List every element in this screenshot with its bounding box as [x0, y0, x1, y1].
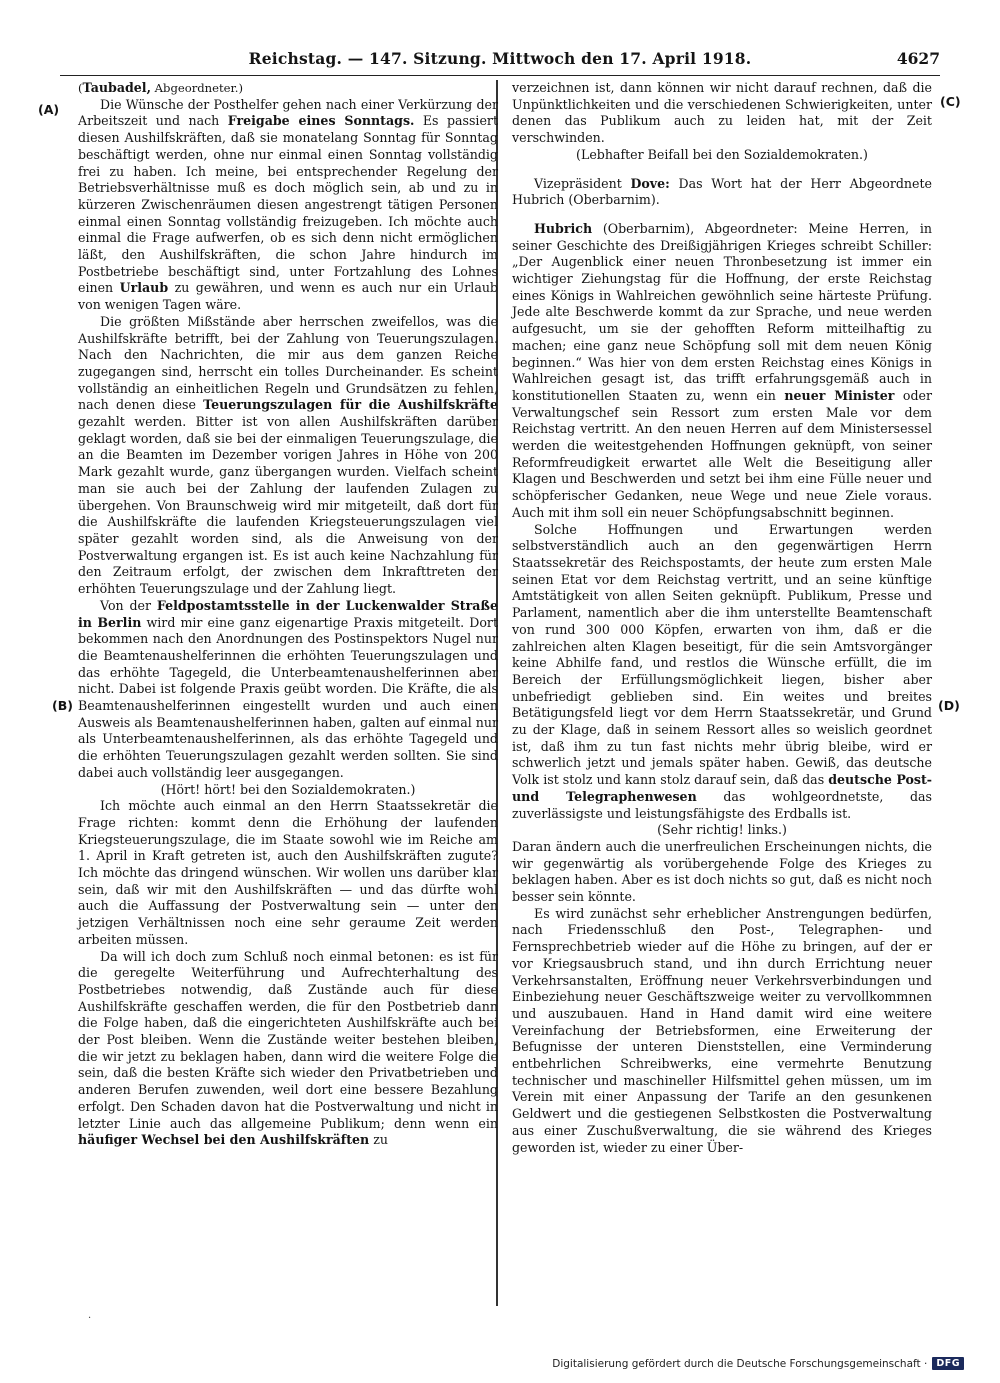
left-column [78, 80, 498, 1149]
paragraph: Die größten Mißstände aber herrschen zweifellos, was die Aushilfskräfte betrifft, bei der Zahlung von Teuerungszulagen. Nach den Nachrichten, die mir aus dem ganzen Reiche zugegangen sind, herrscht ein tolles Durcheinander. Es scheint vollständig an einheitlichen Regeln und Grundsätzen zu fehlen, nach denen diese Teuerungszulagen für die Aushilfskräfte gezahlt werden. Bitter ist von allen Aushilfskräften darüber geklagt worden, daß sie bei der einmaligen Teuerungszulage, die an die Beamten im Dezember vorigen Jahres in Höhe von 200 Mark gezahlt wurde, ganz übergangen wurden. Vielfach scheint man sie auch bei der Zahlung der laufenden Zulagen zu übergehen. Von Braunschweig wird mir mitgeteilt, daß dort für die Aushilfskräfte die laufenden Kriegsteuerungszulagen viel später gezahlt worden sind, als die Anweisung von der Postverwaltung ergangen ist. Es ist auch keine Nachzahlung für den Zeitraum erfolgt, der zwischen dem Inkrafttreten der erhöhten Teuerungszulage und der Zahlung liegt. [78, 313, 498, 597]
margin-marker-c: (C) [940, 94, 961, 109]
margin-marker-a: (A) [38, 102, 60, 117]
running-title: Reichstag. — 147. Sitzung. Mittwoch den 17. April 1918. [248, 49, 752, 68]
paragraph: Daran ändern auch die unerfreulichen Erscheinungen nichts, die wir gegenwärtig als vorübergehende Folge des Krieges zu beklagen haben. Aber es ist doch nichts so gut, daß es nicht noch besser sein könnte. [512, 838, 932, 905]
vice-president-remark: Vizepräsident Dove: Das Wort hat der Herr Abgeordnete Hubrich (Oberbarnim). [512, 175, 932, 208]
paragraph: Von der Feldpostamtsstelle in der Luckenwalder Straße in Berlin wird mir eine ganz eigenartige Praxis mitgeteilt. Dort bekommen nach den Anordnungen des Postinspektors Nugel nur die Beamtenaushelferinnen die erhöhten Teuerungszulagen und das erhöhte Tagegeld, die Unterbeamtenaushelferinnen aber nicht. Dabei ist folgende Praxis geübt worden. Die Kräfte, die als Beamtenaushelferinnen eingestellt wurden und auch einen Ausweis als Beamtenaushelferinnen haben, galten auf einmal nur als Unterbeamtenaushelferinnen, als das erhöhte Tagegeld und die erhöhten Teuerungszulagen gezahlt werden sollten. Sie sind dabei auch vollständig leer ausgegangen. [78, 597, 499, 780]
interjection: (Sehr richtig! links.) [657, 822, 787, 838]
paragraph: Solche Hoffnungen und Erwartungen werden selbstverständlich auch an den gegenwärtigen Herrn Staatssekretär des Reichspostamts, der heute zum ersten Male seinen Etat vor dem Reichstag vertritt, und an seine künftige Amtstätigkeit von allen Seiten geknüpft. Publikum, Presse und Parlament, namentlich aber die ihm unterstellte Beamtenschaft von rund 300 000 Köpfen, erwarten von ihm, daß er die zahlreichen alten Klagen beseitigt, für die sein Amtsvorgänger keine Abhilfe fand, und restlos die Wünsche erfüllt, die im Bereich der Erfüllungsmöglichkeit liegen, bisher aber unbefriedigt geblieben sind. Ein weites und breites Betätigungsfeld liegt vor dem Herrn Staatssekretär, und Grund zu der Klage, daß in seinem Ressort alles so weislich geordnet ist, daß ihm zu tun fast nichts mehr übrig bleibe, wird er schwerlich jetzt und jemals später haben. Gewiß, das deutsche Volk ist stolz und kann stolz darauf sein, daß das deutsche Post- und Telegraphenwesen das wohlgeordnetste, das zuverlässigste und leistungsfähigste des Erdballs ist. [512, 521, 933, 821]
margin-marker-b: (B) [52, 698, 73, 713]
right-column [512, 80, 932, 1156]
paragraph: Da will ich doch zum Schluß noch einmal betonen: es ist für die geregelte Weiterführung und Aufrechterhaltung des Postbetriebes notwendig, daß Zustände auch für diese Aushilfskräfte geschaffen werden, die für den Postbetrieb dann die Folge haben, daß die eingerichteten Aushilfskräfte auch bei der Post bleiben. Wenn die Zustände weiter bestehen bleiben, die wir jetzt zu beklagen haben, dann wird die weitere Folge die sein, daß die besten Kräfte sich wieder den Privatbetrieben und anderen Berufen zuwenden, weil dort eine bessere Bezahlung erfolgt. Den Schaden davon hat die Postverwaltung und nicht in letzter Linie auch das allgemeine Publikum; denn wenn ein häufiger Wechsel bei den Aushilfskräften zu [78, 948, 498, 1148]
paragraph: Die Wünsche der Posthelfer gehen nach einer Verkürzung der Arbeitszeit und nach Freigabe eines Sonntags. Es passiert diesen Aushilfskräften, daß sie monatelang Sonntag für Sonntag beschäftigt werden, ohne nur einmal einen Sonntag vollständig frei zu haben. Ich meine, bei entsprechender Regelung der Betriebsverhältnisse muß es doch möglich sein, ab und zu in kürzeren Zwischenräumen diesen angestrengt tätigen Personen einmal einen Sonntag vollständig freizugeben. Ich möchte auch einmal die Frage aufwerfen, ob es sich denn nicht ermöglichen läßt, den Aushilfskräften, die schon Jahre hindurch im Postbetriebe beschäftigt sind, unter Fortzahlung des Lohnes einen Urlaub zu gewähren, und wenn es auch nur ein Urlaub von wenigen Tagen wäre. [78, 96, 498, 313]
paragraph: Es wird zunächst sehr erheblicher Anstrengungen bedürfen, nach Friedensschluß den Post-, Telegraphen- und Fernsprechbetrieb wieder auf die Höhe zu bringen, auf der er vor Kriegsausbruch stand, und ihn durch Errichtung neuer Verkehrsanstalten, Eröffnung neuer Verkehrsverbindungen und Einbeziehung neuer Geschäftszweige weiter zu vervollkommnen und auszubauen. Hand in Hand damit wird eine weitere Vereinfachung der Betriebsformen, eine Erweiterung der Befugnisse der unteren Dienststellen, eine Verminderung entbehrlichen Schreibwerks, eine vermehrte Benutzung technischer und maschineller Hilfsmittel gehen müssen, um im Verein mit einer Anpassung der Tarife an den gesunkenen Geldwert und die gestiegenen Selbstkosten die Postverwaltung aus einer Zuschußverwaltung, die sie während des Krieges geworden ist, wieder zu einer Über- [512, 905, 932, 1155]
speaker-continuation: (Taubadel, Abgeordneter.) [78, 80, 244, 95]
interjection: (Lebhafter Beifall bei den Sozialdemokraten.) [576, 146, 868, 162]
paragraph: Ich möchte auch einmal an den Herrn Staatssekretär die Frage richten: kommt denn die Erhöhung der laufenden Kriegsteuerungszulage, die im Staate sowohl wie im Reiche am 1. April in Kraft getreten ist, auch den Aushilfskräften zugute? Ich möchte das dringend wünschen. Wir wollen uns darüber klar sein, daß wir mit den Aushilfskräften — und das dürfte wohl auch die Auffassung der Postverwaltung sein — unter den jetzigen Verhältnissen noch eine sehr geraume Zeit werden arbeiten müssen. [78, 798, 498, 947]
footer-text: Digitalisierung gefördert durch die Deutsche Forschungsgemeinschaft · [552, 1357, 928, 1370]
speech-opening: Hubrich (Oberbarnim), Abgeordneter: Meine Herren, in seiner Geschichte des Dreißigjährigen Krieges schreibt Schiller: „Der Augenblick einer neuen Thronbesetzung ist immer ein wichtiger Ziehungstag für die Hoffnung, der erste Reichstag eines Königs in Wahlreichen gewöhnlich seine härteste Prüfung. Jede alte Beschwerde kommt da zur Sprache, und neue werden aufgesucht, um sie der gehofften Reform mitteilhaftig zu machen; eine ganz neue Schöpfung soll mit dem neuen König beginnen.“ Was hier von dem ersten Reichstag eines Königs in Wahlreichen gesagt ist, das trifft erfahrungsgemäß auch in konstitutionellen Staaten zu, wenn ein neuer Minister oder Verwaltungschef sein Ressort zum ersten Male vor dem Reichstag vertritt. An den neuen Herren auf dem Ministersessel werden die weitestgehenden Hoffnungen geknüpft, von seiner Reformfreudigkeit erwartet alle Welt die Beseitigung aller Klagen und Beschwerden und setzt bei ihm eine Fülle neuer und schöpferischer Gedanken, neue Wege und neue Ziele voraus. Auch mit ihm soll ein neuer Schöpfungsabschnitt beginnen. [512, 220, 933, 520]
page-header [60, 45, 940, 76]
dfg-logo: DFG [932, 1357, 964, 1370]
digitization-footer [552, 1357, 964, 1370]
interjection: (Hört! hört! bei den Sozialdemokraten.) [160, 781, 416, 797]
margin-marker-d: (D) [938, 698, 960, 713]
paragraph-continuation: verzeichnen ist, dann können wir nicht darauf rechnen, daß die Unpünktlichkeiten und die verschiedenen Schwierigkeiten, unter denen das Publikum auch zu leiden hat, mit der Zeit verschwinden. [512, 80, 932, 146]
page-number: 4627 [896, 49, 940, 68]
bottom-mark: · [88, 1313, 92, 1324]
